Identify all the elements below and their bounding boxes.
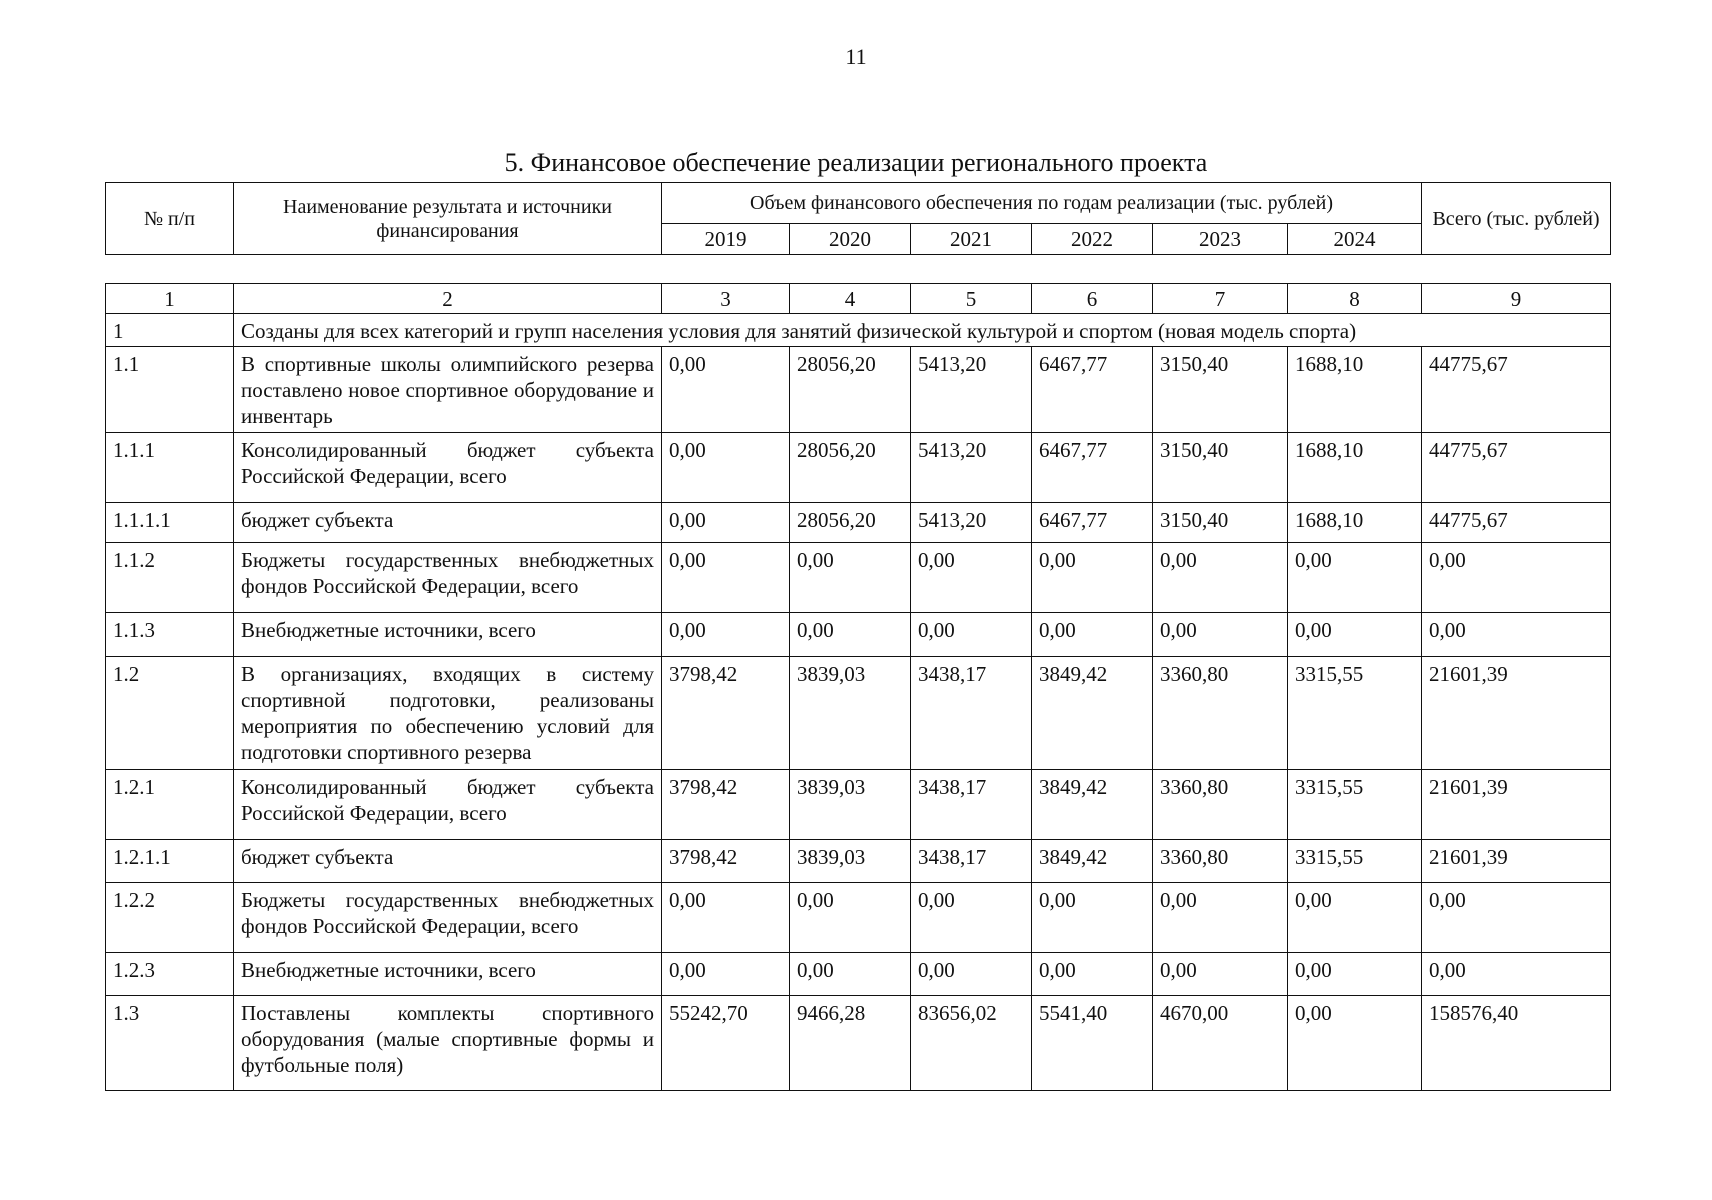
row-name: Внебюджетные источники, всего: [234, 953, 662, 996]
row-value: 44775,67: [1422, 503, 1611, 543]
row-value: 3150,40: [1153, 347, 1288, 433]
row-name: бюджет субъекта: [234, 503, 662, 543]
row-value: 0,00: [1288, 883, 1422, 953]
row-value: 0,00: [911, 953, 1032, 996]
row-value: 0,00: [790, 883, 911, 953]
row-name: Консолидированный бюджет субъекта Российской Федерации, всего: [234, 770, 662, 840]
row-value: 0,00: [1288, 543, 1422, 613]
row-value: 3849,42: [1032, 657, 1153, 770]
table-row: [106, 657, 1611, 770]
row-value: 44775,67: [1422, 433, 1611, 503]
row-name: Внебюджетные источники, всего: [234, 613, 662, 657]
row-value: 3839,03: [790, 770, 911, 840]
row-num: 1.2.1: [106, 770, 234, 840]
row-value: 1688,10: [1288, 433, 1422, 503]
row-value: 0,00: [1153, 543, 1288, 613]
header-year: 2020: [790, 224, 911, 255]
header-num: № п/п: [106, 183, 234, 255]
header-year: 2019: [662, 224, 790, 255]
column-number: 2: [234, 284, 662, 314]
row-value: 3315,55: [1288, 770, 1422, 840]
row-value: 0,00: [662, 953, 790, 996]
row-value: 0,00: [1422, 953, 1611, 996]
row-value: 9466,28: [790, 996, 911, 1091]
row-value: 6467,77: [1032, 347, 1153, 433]
row-num: 1.2: [106, 657, 234, 770]
row-num: 1.2.1.1: [106, 840, 234, 883]
row-value: 3438,17: [911, 770, 1032, 840]
row-value: 158576,40: [1422, 996, 1611, 1091]
row-value: 55242,70: [662, 996, 790, 1091]
header-year: 2023: [1153, 224, 1288, 255]
row-value: 3438,17: [911, 657, 1032, 770]
row-value: 6467,77: [1032, 433, 1153, 503]
row-num: 1.1: [106, 347, 234, 433]
row-value: 28056,20: [790, 347, 911, 433]
row-value: 0,00: [1422, 543, 1611, 613]
row-num: 1.1.1.1: [106, 503, 234, 543]
row-value: 0,00: [1422, 613, 1611, 657]
section-row: [106, 314, 1611, 347]
row-num: 1.2.3: [106, 953, 234, 996]
header-year: 2024: [1288, 224, 1422, 255]
table-row: [106, 347, 1611, 433]
row-name: Консолидированный бюджет субъекта Российской Федерации, всего: [234, 433, 662, 503]
table-row: [106, 996, 1611, 1091]
row-value: 3839,03: [790, 657, 911, 770]
row-name: Поставлены комплекты спортивного оборудования (малые спортивные формы и футбольные поля): [234, 996, 662, 1091]
row-value: 6467,77: [1032, 503, 1153, 543]
section-text: Созданы для всех категорий и групп населения условия для занятий физической культурой и спортом (новая модель спорта): [234, 314, 1611, 347]
table-row: [106, 433, 1611, 503]
column-number: 9: [1422, 284, 1611, 314]
row-value: 0,00: [911, 613, 1032, 657]
header-year: 2022: [1032, 224, 1153, 255]
column-number: 1: [106, 284, 234, 314]
row-value: 0,00: [911, 883, 1032, 953]
row-value: 28056,20: [790, 503, 911, 543]
row-value: 44775,67: [1422, 347, 1611, 433]
row-num: 1.1.3: [106, 613, 234, 657]
table-row: [106, 953, 1611, 996]
row-value: 0,00: [790, 613, 911, 657]
row-num: 1.3: [106, 996, 234, 1091]
row-value: 3150,40: [1153, 503, 1288, 543]
row-value: 0,00: [662, 883, 790, 953]
row-value: 0,00: [790, 953, 911, 996]
row-value: 0,00: [1288, 996, 1422, 1091]
row-value: 3849,42: [1032, 770, 1153, 840]
table-row: [106, 840, 1611, 883]
column-number: 3: [662, 284, 790, 314]
column-number: 7: [1153, 284, 1288, 314]
row-value: 83656,02: [911, 996, 1032, 1091]
table-row: [106, 543, 1611, 613]
header-total: Всего (тыс. рублей): [1422, 183, 1611, 255]
row-value: 3839,03: [790, 840, 911, 883]
page-number: 11: [845, 44, 867, 69]
row-value: 5413,20: [911, 503, 1032, 543]
row-value: 0,00: [911, 543, 1032, 613]
row-value: 1688,10: [1288, 347, 1422, 433]
row-name: В спортивные школы олимпийского резерва поставлено новое спортивное оборудование и инвентарь: [234, 347, 662, 433]
table-row: [106, 613, 1611, 657]
row-value: 0,00: [1032, 613, 1153, 657]
row-value: 5413,20: [911, 433, 1032, 503]
row-num: 1.1.1: [106, 433, 234, 503]
row-value: 0,00: [1153, 883, 1288, 953]
table-row: [106, 883, 1611, 953]
row-value: 0,00: [1032, 883, 1153, 953]
row-value: 3150,40: [1153, 433, 1288, 503]
row-value: 0,00: [1153, 953, 1288, 996]
row-value: 3315,55: [1288, 840, 1422, 883]
column-number: 5: [911, 284, 1032, 314]
row-name: Бюджеты государственных внебюджетных фондов Российской Федерации, всего: [234, 883, 662, 953]
row-value: 3315,55: [1288, 657, 1422, 770]
row-value: 0,00: [662, 433, 790, 503]
column-number: 4: [790, 284, 911, 314]
row-value: 4670,00: [1153, 996, 1288, 1091]
finance-table: [105, 283, 1611, 1091]
row-value: 3438,17: [911, 840, 1032, 883]
row-value: 21601,39: [1422, 657, 1611, 770]
row-value: 3849,42: [1032, 840, 1153, 883]
row-value: 5541,40: [1032, 996, 1153, 1091]
page-title: 5. Финансовое обеспечение реализации регионального проекта: [504, 148, 1208, 177]
row-value: 3798,42: [662, 770, 790, 840]
row-value: 0,00: [1422, 883, 1611, 953]
row-value: 3798,42: [662, 840, 790, 883]
table-row: [106, 770, 1611, 840]
row-value: 0,00: [662, 347, 790, 433]
row-value: 3798,42: [662, 657, 790, 770]
header-year: 2021: [911, 224, 1032, 255]
row-value: 3360,80: [1153, 770, 1288, 840]
row-value: 21601,39: [1422, 840, 1611, 883]
header-name: Наименование результата и источники финансирования: [234, 183, 662, 255]
row-num: 1.2.2: [106, 883, 234, 953]
row-name: В организациях, входящих в систему спортивной подготовки, реализованы мероприятия по обеспечению условий для подготовки спортивного резерва: [234, 657, 662, 770]
row-value: 0,00: [1032, 953, 1153, 996]
row-value: 0,00: [1288, 613, 1422, 657]
table-header: [105, 182, 1611, 255]
row-value: 28056,20: [790, 433, 911, 503]
row-value: 3360,80: [1153, 840, 1288, 883]
row-value: 0,00: [1153, 613, 1288, 657]
section-num: 1: [106, 314, 234, 347]
header-volume: Объем финансового обеспечения по годам реализации (тыс. рублей): [662, 183, 1422, 224]
row-value: 5413,20: [911, 347, 1032, 433]
column-number: 6: [1032, 284, 1153, 314]
column-number: 8: [1288, 284, 1422, 314]
row-value: 0,00: [662, 503, 790, 543]
row-value: 0,00: [662, 543, 790, 613]
row-value: 0,00: [1288, 953, 1422, 996]
row-name: бюджет субъекта: [234, 840, 662, 883]
table-row: [106, 503, 1611, 543]
row-value: 0,00: [1032, 543, 1153, 613]
row-name: Бюджеты государственных внебюджетных фондов Российской Федерации, всего: [234, 543, 662, 613]
row-value: 1688,10: [1288, 503, 1422, 543]
row-value: 3360,80: [1153, 657, 1288, 770]
row-value: 0,00: [662, 613, 790, 657]
row-num: 1.1.2: [106, 543, 234, 613]
column-numbers-row: [106, 284, 1611, 314]
row-value: 21601,39: [1422, 770, 1611, 840]
row-value: 0,00: [790, 543, 911, 613]
